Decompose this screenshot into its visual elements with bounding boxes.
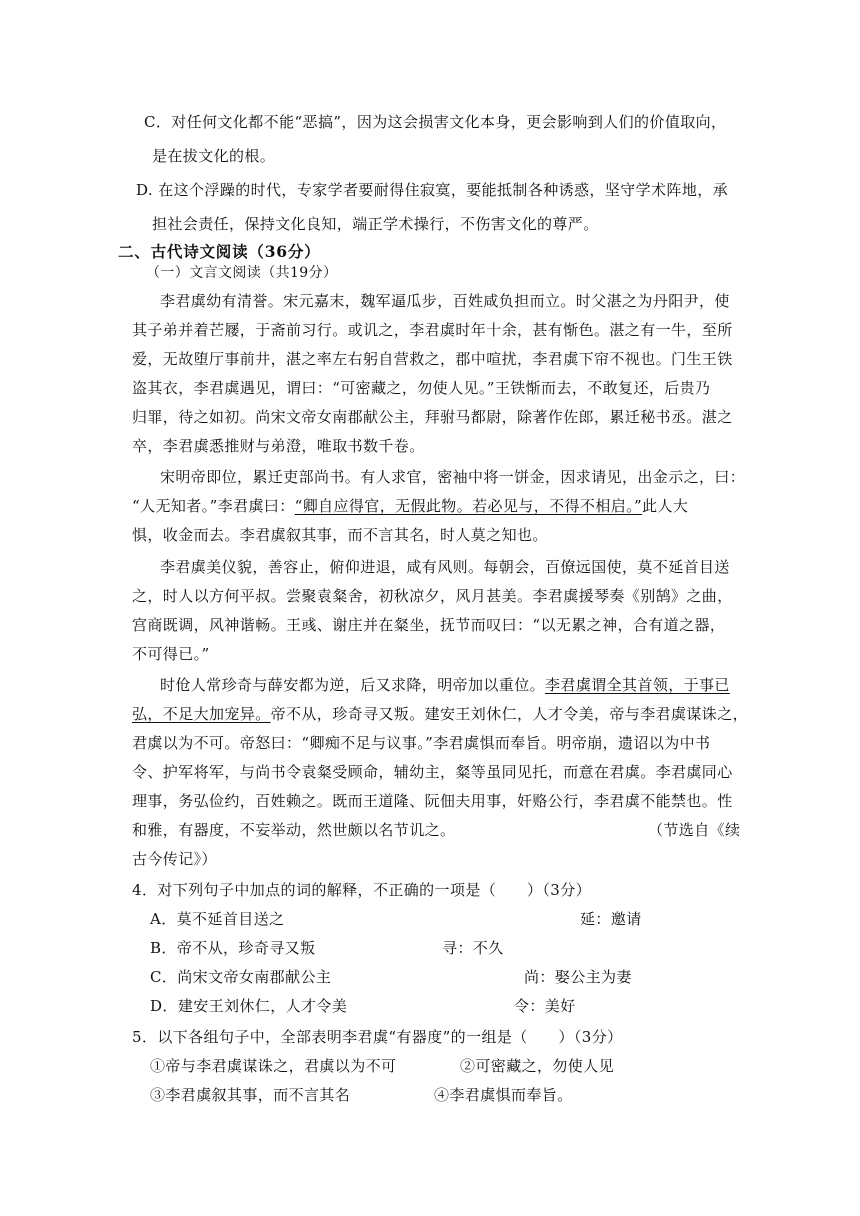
passage-p1-line-1: 李君虡幼有清誉。宋元嘉末，魏军逼瓜步，百姓咸负担而立。时父湛之为丹阳尹，使 bbox=[160, 292, 730, 310]
option-d-line-2: 担社会责任，保持文化良知，端正学术操行，不伤害文化的尊严。 bbox=[152, 215, 599, 233]
question-4-stem: 4．对下列句子中加点的词的解释，不正确的一项是（ ）（3分） bbox=[132, 881, 591, 899]
underlined-sentence-2-part-2: 弘，不足大加宠异。 bbox=[132, 705, 271, 723]
question-5-item-2: ②可密藏之，勿使人见 bbox=[460, 1057, 615, 1075]
question-4-option-b-gloss: 寻：不久 bbox=[442, 939, 504, 957]
subsection-heading: （一）文言文阅读（共19分） bbox=[146, 265, 338, 281]
passage-p3-line-2: 之，时人以方何平叔。尝聚袁粲舍，初秋凉夕，风月甚美。李君虡援琴奏《别鹄》之曲， bbox=[132, 587, 733, 605]
passage-p4-line-1 bbox=[160, 675, 730, 695]
passage-p3-line-1: 李君虡美仪貌，善容止，俯仰进退，咸有风则。每朝会，百僚远国使，莫不延首目送 bbox=[160, 558, 730, 576]
passage-p4-line-3: 君虡以为不可。帝怒曰：“卿痴不足与议事。”李君虡惧而奉旨。明帝崩，遗诏以为中书 bbox=[132, 734, 711, 752]
passage-p4-line-4: 令、护军将军，与尚书令袁粲受顾命，辅幼主，粲等虽同见托，而意在君虡。李君虡同心 bbox=[132, 763, 733, 781]
question-4-option-c: C．尚宋文帝女南郡献公主 bbox=[150, 968, 332, 986]
question-5-stem: 5．以下各组句子中，全部表明李君虡“有器度”的一组是（ ）（3分） bbox=[132, 1028, 623, 1046]
option-c-line-1: C．对任何文化都不能“恶搞”，因为这会损害文化本身，更会影响到人们的价值取向， bbox=[144, 113, 727, 131]
passage-p4-line-2 bbox=[132, 704, 748, 724]
passage-p1-line-6: 卒，李君虡悉推财与弟澄，唯取书数千卷。 bbox=[132, 437, 425, 455]
passage-p4-line-6: 和雅，有器度，不妄举动，然世颇以名节讥之。 bbox=[132, 821, 456, 839]
passage-p1-line-3: 爱，无故堕厅事前井，湛之率左右躬自营救之，郡中喧扰，李君虡下帘不视也。门生王铁 bbox=[132, 350, 733, 368]
passage-p3-line-4: 不可得已。” bbox=[132, 645, 210, 663]
passage-p3-line-3: 宫商既调，风神谐畅。王彧、谢庄并在粲坐，抚节而叹曰：“以无累之神，合有道之器， bbox=[132, 616, 726, 634]
passage-p1-line-5: 归罪，待之如初。尚宋文帝女南郡献公主，拜驸马都尉，除著作佐郎，累迁秘书丞。湛之 bbox=[132, 408, 733, 426]
question-4-option-b: B．帝不从，珍奇寻又叛 bbox=[150, 939, 316, 957]
passage-p2-line-2 bbox=[132, 496, 688, 516]
passage-p4-line-2-end: 帝不从，珍奇寻又叛。建安王刘休仁，人才令美，帝与李君虡谋诛之， bbox=[270, 705, 749, 723]
passage-p2-line-3: 惧，收金而去。李君虡叙其事，而不言其名，时人莫之知也。 bbox=[132, 526, 548, 544]
passage-p4-line-1-start: 时伧人常珍奇与薛安都为逆，后又求降，明帝加以重位。 bbox=[160, 676, 546, 694]
question-5-item-4: ④李君虡惧而奉旨。 bbox=[434, 1086, 573, 1104]
question-4-option-c-gloss: 尚：娶公主为妻 bbox=[524, 968, 632, 986]
source-citation-part-1: （节选自《续 bbox=[648, 821, 741, 839]
passage-p1-line-4: 盗其衣，李君虡遇见，谓曰：“可密藏之，勿使人见。”王铁惭而去，不敢复还，后贵乃 bbox=[132, 379, 711, 397]
source-citation-part-2: 古今传记》） bbox=[132, 850, 217, 868]
passage-p2-line-2-end: 此人大 bbox=[642, 497, 689, 515]
question-5-item-1: ①帝与李君虡谋诛之，君虡以为不可 bbox=[150, 1057, 397, 1075]
passage-p2-line-2-start: “人无知者。”李君虡曰： bbox=[132, 497, 295, 515]
underlined-sentence-2-part-1: 李君虡谓全其首领，于事已 bbox=[545, 676, 730, 694]
question-4-option-d-gloss: 令：美好 bbox=[514, 997, 576, 1015]
option-d-line-1: D. 在这个浮躁的时代，专家学者要耐得住寂寞，要能抵制各种诱惑，坚守学术阵地，承 bbox=[136, 181, 729, 199]
underlined-sentence-1: “卿自应得官，无假此物。若必见与，不得不相启。” bbox=[294, 497, 643, 515]
question-4-option-a-gloss: 延：邀请 bbox=[580, 910, 642, 928]
question-4-option-d: D．建安王刘休仁，人才令美 bbox=[150, 997, 348, 1015]
passage-p2-line-1: 宋明帝即位，累迁吏部尚书。有人求官，密袖中将一饼金，因求请见，出金示之，曰： bbox=[160, 468, 746, 486]
passage-p1-line-2: 其子弟并着芒屦，于斋前习行。或讥之，李君虡时年十余，甚有惭色。湛之有一牛，至所 bbox=[132, 321, 733, 339]
question-4-option-a: A．莫不延首目送之 bbox=[150, 910, 285, 928]
option-c-line-2: 是在拔文化的根。 bbox=[152, 147, 276, 165]
question-5-item-3: ③李君虡叙其事，而不言其名 bbox=[150, 1086, 351, 1104]
passage-p4-line-5: 理事，务弘俭约，百姓赖之。既而王道隆、阮佃夫用事，奸赂公行，李君虡不能禁也。性 bbox=[132, 792, 733, 810]
section-heading: 二、古代诗文阅读（36分） bbox=[118, 242, 321, 261]
